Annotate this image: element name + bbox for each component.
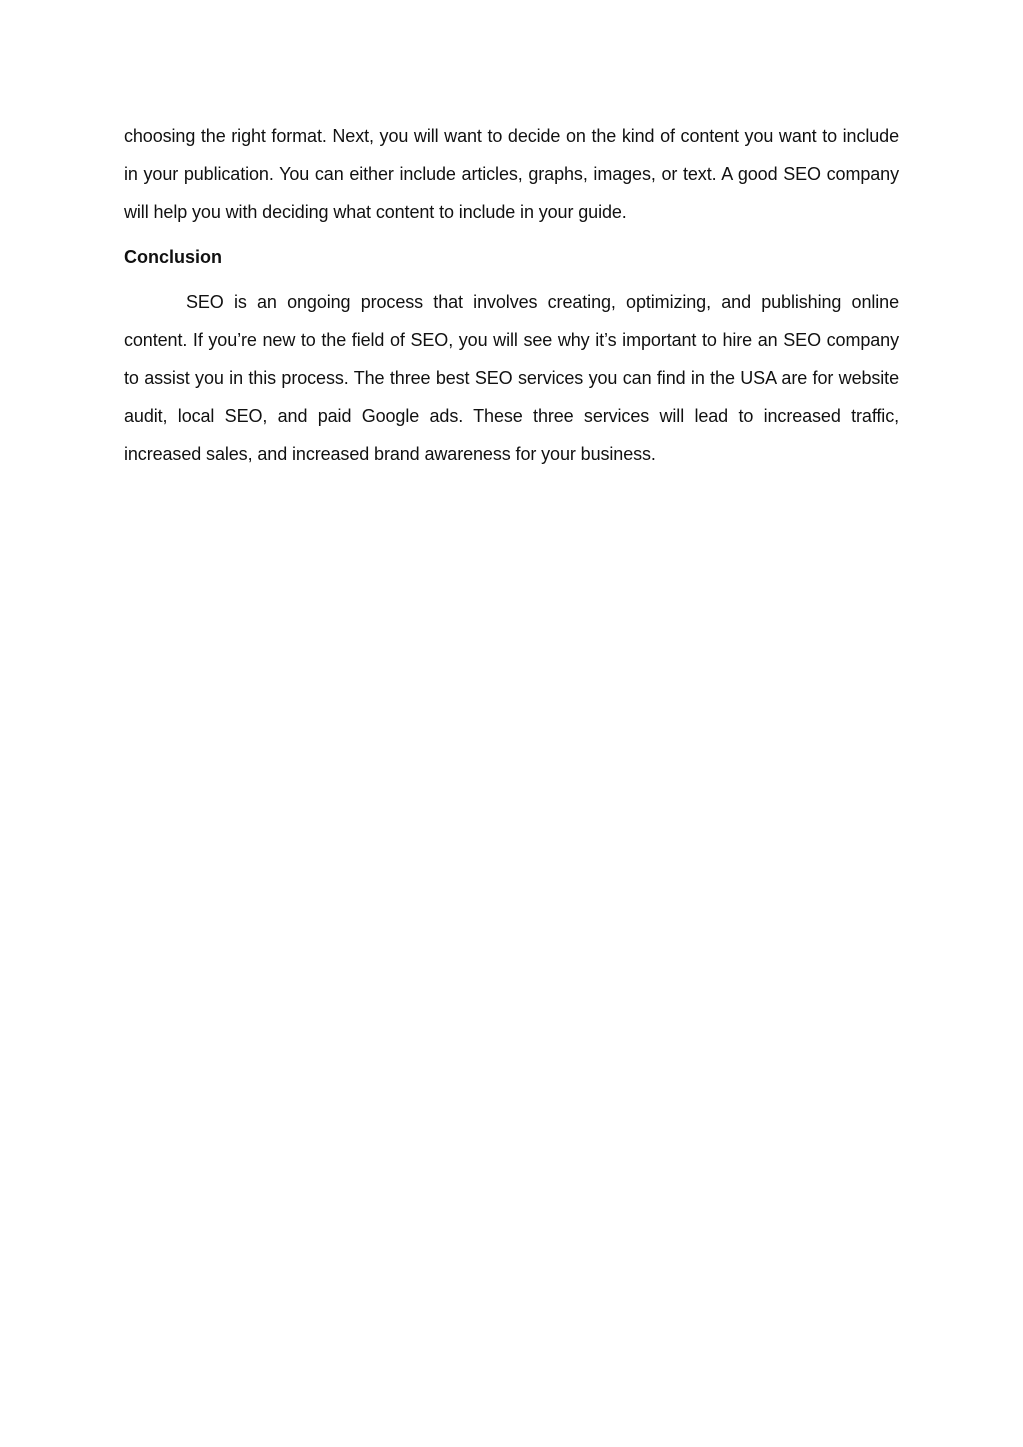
document-body <box>124 117 899 473</box>
intro-paragraph: choosing the right format. Next, you will want to decide on the kind of content you want to include in your publication. You can either include articles, graphs, images, or text. A good SEO company will help you with deciding what content to include in your guide. <box>124 126 899 222</box>
conclusion-paragraph: SEO is an ongoing process that involves creating, optimizing, and publishing online content. If you’re new to the field of SEO, you will see why it’s important to hire an SEO company to assist you in this process. The three best SEO services you can find in the USA are for website audit, local SEO, and paid Google ads. These three services will lead to increased traffic, increased sales, and increased brand awareness for your business. <box>124 292 899 464</box>
section-heading: Conclusion <box>124 247 222 267</box>
